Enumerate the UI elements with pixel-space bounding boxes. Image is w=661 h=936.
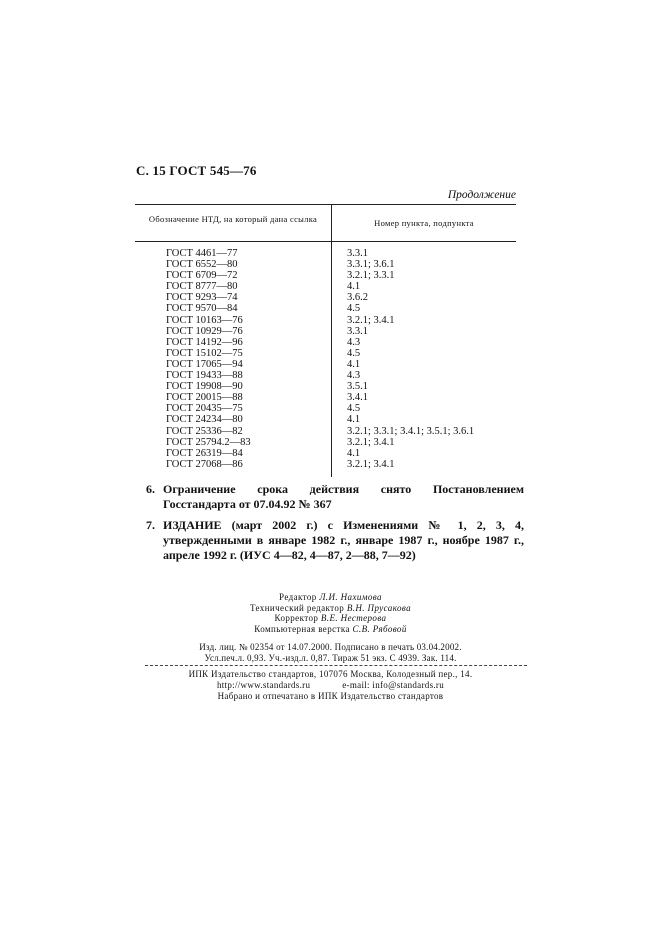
note-number: 7.	[146, 518, 155, 532]
table-cell-document: ГОСТ 25336—82	[166, 425, 243, 437]
editor-name: Л.И. Нахимова	[319, 592, 382, 602]
table-header	[135, 205, 516, 242]
table-cell-items: 4.1	[347, 447, 361, 459]
tech-editor-label: Технический редактор	[249, 602, 345, 613]
note-text: ИЗДАНИЕ (март 2002 г.) с Изменениями № 1, 2, 3, 4, утвержденными в январе 1982 г., январе 1987 г., ноябре 1987 г., апреле 1992 г. (ИУС 4—82, 4—87, 2—88, 7—92)	[163, 518, 524, 562]
table-cell-document: ГОСТ 25794.2—83	[166, 436, 251, 448]
table-cell-document: ГОСТ 20435—75	[166, 403, 243, 415]
table-cell-items: 3.3.1; 3.6.1	[347, 259, 395, 271]
editor-label: Редактор	[279, 592, 317, 602]
table-cell-document: ГОСТ 4461—77	[166, 248, 238, 259]
divider	[145, 665, 527, 666]
publisher-email[interactable]: e-mail: info@standards.ru	[342, 680, 445, 690]
table-cell-document: ГОСТ 10929—76	[166, 325, 243, 337]
corrector-name: В.Е. Нестерова	[320, 613, 387, 623]
note-text: Ограничение срока действия снято Постановлением Госстандарта от 07.04.92 № 367	[163, 482, 524, 511]
table-cell-items: 4.5	[347, 303, 361, 315]
publication-info	[0, 642, 661, 664]
table-cell-items: 3.3.1	[347, 325, 368, 337]
note-7	[146, 518, 524, 563]
table-cell-items: 3.2.1; 3.4.1	[347, 314, 395, 326]
table-cell-items: 3.2.1; 3.3.1	[347, 270, 395, 282]
publisher-info	[0, 669, 661, 702]
table-cell-items: 3.3.1	[347, 248, 368, 259]
publication-line-1: Изд. лиц. № 02354 от 14.07.2000. Подписано в печать 03.04.2002.	[199, 642, 462, 652]
table-cell-document: ГОСТ 24234—80	[166, 414, 243, 426]
credit-corrector	[0, 613, 661, 624]
credit-editor	[0, 592, 661, 603]
table-cell-items: 3.6.2	[347, 292, 368, 304]
table-cell-document: ГОСТ 15102—75	[166, 347, 243, 359]
table-cell-items: 4.5	[347, 403, 361, 415]
table-cell-items: 4.1	[347, 414, 361, 426]
table-cell-items: 4.1	[347, 358, 361, 370]
table-cell-document: ГОСТ 8777—80	[166, 281, 238, 293]
tech-editor-name: В.Н. Прусакова	[346, 602, 412, 613]
table-cell-items: 3.2.1; 3.3.1; 3.4.1; 3.5.1; 3.6.1	[347, 425, 475, 437]
table-cell-document: ГОСТ 9570—84	[166, 303, 238, 315]
publisher-printed-by: Набрано и отпечатано в ИПК Издательство стандартов	[217, 691, 444, 701]
credit-layout	[0, 624, 661, 635]
table-cell-items: 3.5.1	[347, 381, 368, 393]
column-header-items: Номер пункта, подпункта	[374, 218, 474, 228]
corrector-label: Корректор	[274, 613, 319, 623]
layout-name: С.В. Рябовой	[352, 623, 407, 634]
table-cell-document: ГОСТ 14192—96	[166, 336, 243, 348]
items-column	[332, 242, 516, 477]
publisher-contacts	[0, 680, 661, 691]
table-body	[135, 242, 516, 477]
table-cell-document: ГОСТ 26319—84	[166, 447, 243, 459]
note-6	[146, 482, 524, 512]
credits-block	[0, 592, 661, 634]
table-cell-document: ГОСТ 6709—72	[166, 270, 238, 282]
table-cell-items: 4.3	[347, 336, 361, 348]
continuation-label: Продолжение	[447, 189, 516, 201]
table-cell-items: 3.2.1; 3.4.1	[347, 458, 395, 470]
table-cell-items: 4.1	[347, 281, 361, 293]
column-header-document: Обозначение НТД, на который дана ссылка	[135, 205, 332, 241]
note-number: 6.	[146, 482, 155, 496]
table-cell-items: 3.2.1; 3.4.1	[347, 436, 395, 448]
table-cell-items: 4.3	[347, 370, 361, 382]
layout-label: Компьютерная верстка	[254, 623, 350, 634]
table-cell-document: ГОСТ 20015—88	[166, 392, 243, 404]
credit-tech-editor	[0, 603, 661, 614]
table-cell-document: ГОСТ 6552—80	[166, 259, 238, 271]
publisher-address: ИПК Издательство стандартов, 107076 Москва, Колодезный пер., 14.	[188, 669, 473, 679]
table-cell-items: 3.4.1	[347, 392, 368, 404]
reference-table	[135, 204, 516, 477]
table-cell-document: ГОСТ 27068—86	[166, 458, 243, 470]
publisher-website[interactable]: http://www.standards.ru	[216, 680, 311, 690]
publication-line-2: Усл.печ.л. 0,93. Уч.-изд.л. 0,87. Тираж 51 экз. С 4939. Зак. 114.	[204, 653, 457, 663]
document-column	[135, 242, 332, 477]
table-cell-document: ГОСТ 10163—76	[166, 314, 243, 326]
table-cell-document: ГОСТ 17065—94	[166, 358, 243, 370]
table-cell-document: ГОСТ 19433—88	[166, 370, 243, 382]
table-cell-document: ГОСТ 9293—74	[166, 292, 238, 304]
page-header: С. 15 ГОСТ 545—76	[136, 163, 257, 178]
table-cell-document: ГОСТ 19908—90	[166, 381, 243, 393]
table-cell-items: 4.5	[347, 347, 361, 359]
